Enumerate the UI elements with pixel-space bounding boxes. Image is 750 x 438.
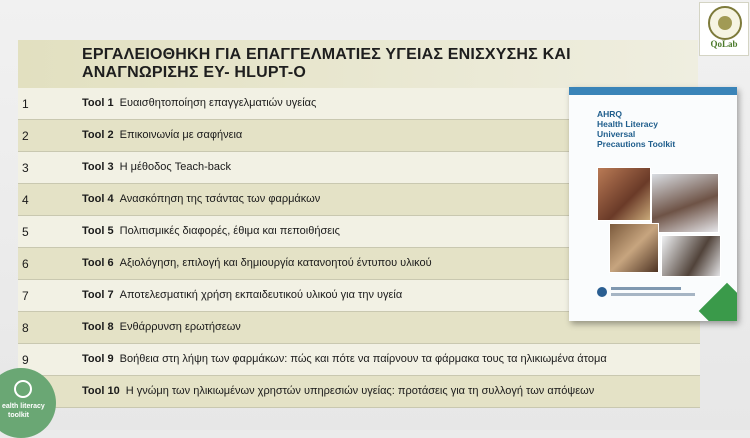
tool-description: Βοήθεια στη λήψη των φαρμάκων: πώς και πότε να παίρνουν τα φάρμακα τους τα ηλικιωμένα άτομα — [119, 353, 607, 365]
tool-description: Επικοινωνία με σαφήνεια — [119, 129, 243, 141]
table-row — [18, 376, 700, 408]
cover-top-band — [569, 87, 737, 95]
row-tool — [82, 353, 607, 365]
tool-description: Η γνώμη των ηλικιωμένων χρηστών υπηρεσιών υγείας: προτάσεις για τη συλλογή των απόψεων — [125, 385, 595, 397]
qolab-logo — [699, 2, 749, 56]
tool-label: Tool 9 — [82, 353, 114, 365]
row-number: 1 — [22, 97, 29, 111]
tool-label: Tool 3 — [82, 161, 114, 173]
badge-line-2: toolkit — [8, 412, 29, 419]
seal-icon — [708, 6, 742, 40]
tool-label: Tool 4 — [82, 193, 114, 205]
cover-title — [597, 109, 727, 149]
tool-label: Tool 1 — [82, 97, 114, 109]
row-number: 6 — [22, 257, 29, 271]
row-number: 4 — [22, 193, 29, 207]
cover-corner-ribbon — [699, 283, 737, 321]
cover-photo — [609, 223, 659, 273]
agency-seal-icon — [597, 287, 607, 297]
row-number: 3 — [22, 161, 29, 175]
cover-photo — [651, 173, 719, 233]
row-tool — [82, 161, 231, 173]
badge-line-1: ealth literacy — [2, 403, 45, 410]
logo-label: QoLab — [710, 39, 738, 49]
tool-label: Tool 2 — [82, 129, 114, 141]
row-tool — [82, 289, 402, 301]
row-number: 7 — [22, 289, 29, 303]
row-tool — [82, 321, 241, 333]
cover-title-line: AHRQ — [597, 109, 623, 119]
tool-label: Tool 10 — [82, 385, 120, 397]
tool-description: Αποτελεσματική χρήση εκπαιδευτικού υλικού για την υγεία — [119, 289, 403, 301]
row-tool — [82, 385, 594, 397]
toolkit-cover-image — [569, 87, 737, 321]
cover-photo — [597, 167, 651, 221]
tool-label: Tool 5 — [82, 225, 114, 237]
row-tool — [82, 257, 432, 269]
slide-title: ΕΡΓΑΛΕΙΟΘΗΚΗ ΓΙΑ ΕΠΑΓΓΕΛΜΑΤΙΕΣ ΥΓΕΙΑΣ ΕΝΙΣΧΥΣΗΣ ΚΑΙ ΑΝΑΓΝΩΡΙΣΗΣ ΕΥ- HLUPT-O — [82, 46, 571, 81]
row-tool — [82, 193, 320, 205]
tool-description: Πολιτισμικές διαφορές, έθιμα και πεποιθήσεις — [119, 225, 340, 237]
table-row — [18, 344, 700, 376]
cover-title-line: Precautions Toolkit — [597, 139, 676, 149]
tool-label: Tool 8 — [82, 321, 114, 333]
circle-icon — [14, 380, 32, 398]
row-number: 5 — [22, 225, 29, 239]
row-tool — [82, 129, 242, 141]
tool-description: Ευαισθητοποίηση επαγγελματιών υγείας — [119, 97, 317, 109]
tool-label: Tool 7 — [82, 289, 114, 301]
tool-description: Η μέθοδος Teach-back — [119, 161, 231, 173]
cover-title-line: Universal — [597, 129, 636, 139]
agency-logo — [597, 285, 697, 299]
row-number: 9 — [22, 353, 29, 367]
tool-description: Αξιολόγηση, επιλογή και δημιουργία κατανοητού έντυπου υλικού — [119, 257, 432, 269]
tool-label: Tool 6 — [82, 257, 114, 269]
tool-description: Ανασκόπηση της τσάντας των φαρμάκων — [119, 193, 321, 205]
title-bar — [18, 40, 698, 88]
row-number: 8 — [22, 321, 29, 335]
row-tool — [82, 97, 316, 109]
cover-photo — [661, 235, 721, 277]
tool-description: Ενθάρρυνση ερωτήσεων — [119, 321, 241, 333]
cover-title-line: Health Literacy — [597, 119, 658, 129]
row-number: 2 — [22, 129, 29, 143]
row-tool — [82, 225, 340, 237]
